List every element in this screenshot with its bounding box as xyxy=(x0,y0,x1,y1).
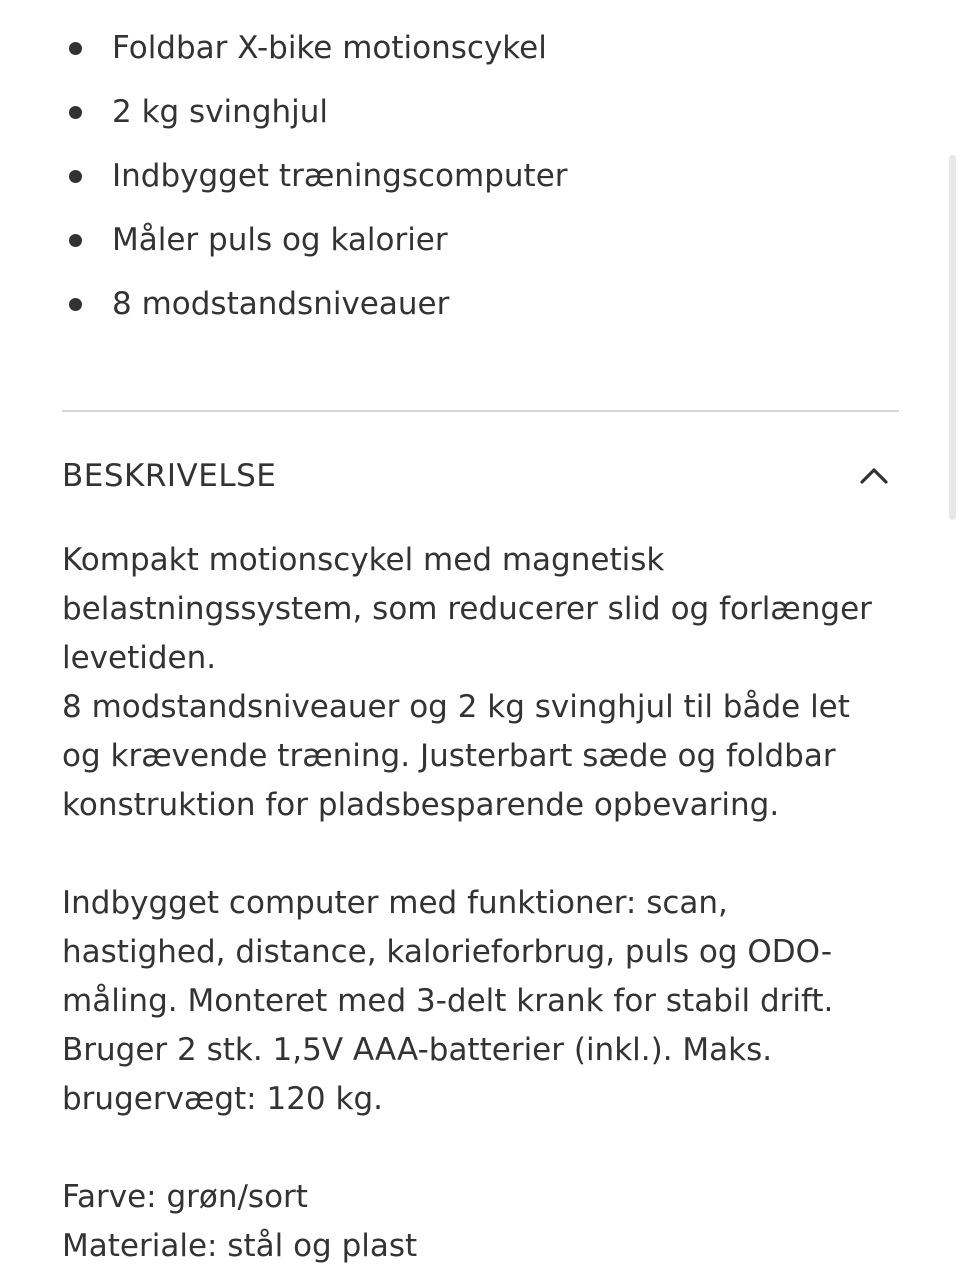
scrollbar-thumb[interactable] xyxy=(949,155,956,520)
feature-list xyxy=(62,16,898,336)
bullet-icon xyxy=(69,234,82,247)
chevron-up-icon xyxy=(858,460,890,492)
section-title: BESKRIVELSE xyxy=(62,458,277,494)
bullet-icon xyxy=(69,298,82,311)
bullet-icon xyxy=(69,42,82,55)
feature-text: Måler puls og kalorier xyxy=(112,222,448,258)
feature-item xyxy=(62,208,898,272)
feature-item xyxy=(62,80,898,144)
bullet-icon xyxy=(69,106,82,119)
description-paragraph: Kompakt motionscykel med magnetisk belastningssystem, som reducerer slid og forlænger levetiden. 8 modstandsniveauer og 2 kg svinghjul til både let og krævende træning. Justerbart sæde og foldbar konstruktion for pladsbesparende opbevaring. xyxy=(62,542,872,823)
feature-item xyxy=(62,16,898,80)
feature-text: 8 modstandsniveauer xyxy=(112,286,450,322)
feature-item xyxy=(62,272,898,336)
collapse-toggle-button[interactable] xyxy=(850,452,898,500)
feature-text: 2 kg svinghjul xyxy=(112,94,329,130)
description-paragraph: Farve: grøn/sort Materiale: stål og plast xyxy=(62,1179,418,1264)
bullet-icon xyxy=(69,170,82,183)
feature-text: Indbygget træningscomputer xyxy=(112,158,568,194)
feature-item xyxy=(62,144,898,208)
description-body xyxy=(62,536,912,1271)
section-divider xyxy=(62,410,899,412)
feature-text: Foldbar X-bike motionscykel xyxy=(112,30,547,66)
description-paragraph: Indbygget computer med funktioner: scan, hastighed, distance, kalorieforbrug, puls og ODO- måling. Monteret med 3-delt krank for stabil drift. Bruger 2 stk. 1,5V AAA-batterier (inkl.). Maks. brugervægt: 120 kg. xyxy=(62,885,834,1117)
description-accordion-header[interactable] xyxy=(62,448,898,504)
